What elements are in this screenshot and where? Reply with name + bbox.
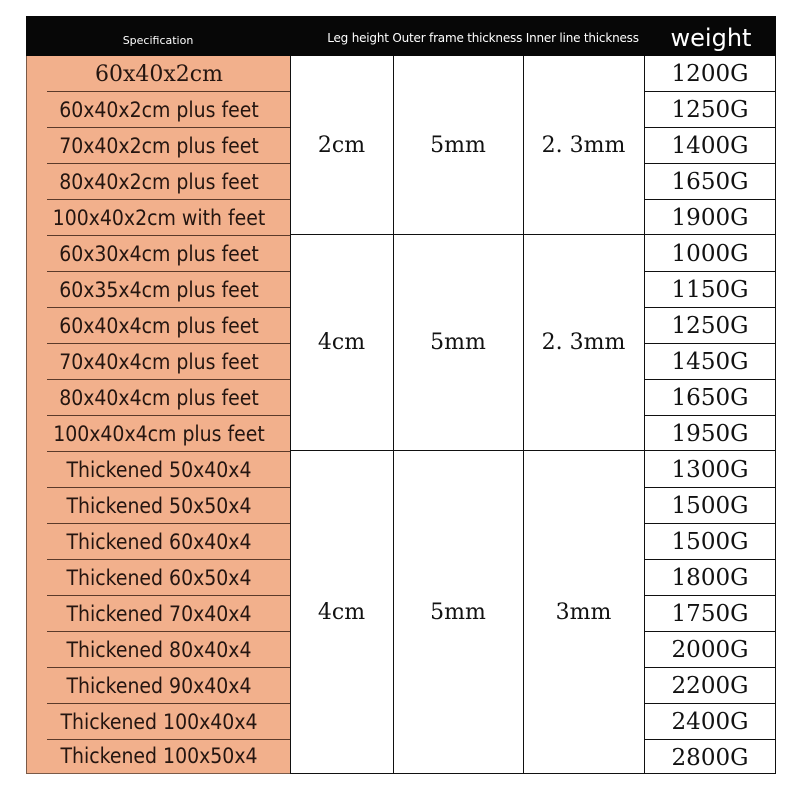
weight-cell: 1250G [671,313,749,339]
weight-cell: 1400G [671,133,749,159]
leg-height-cell: 2cm [317,132,366,158]
spec-cell: 80x40x4cm plus feet [59,386,259,410]
spec-cell: Thickened 50x40x4 [66,458,252,482]
spec-cell: 100x40x4cm plus feet [53,422,265,446]
spec-cell: Thickened 100x40x4 [60,710,258,734]
weight-cell: 1650G [671,385,749,411]
specification-column [26,56,290,774]
table-header [26,16,776,56]
spec-cell: Thickened 80x40x4 [66,638,252,662]
spec-cell: 70x40x4cm plus feet [59,350,259,374]
inner-line-cell: 2. 3mm [541,329,626,355]
outer-frame-cell: 5mm [430,132,486,158]
weight-cell: 1000G [671,241,749,267]
weight-cell: 2000G [671,637,749,663]
spec-cell: Thickened 50x50x4 [66,494,252,518]
weight-cell: 2200G [671,673,749,699]
header-dimensions: Leg height Outer frame thickness Inner line thickness [327,31,639,45]
weight-cell: 1300G [671,457,749,483]
spec-cell: 60x40x2cm plus feet [59,98,259,122]
spec-cell: 80x40x2cm plus feet [59,170,259,194]
weight-cell: 1900G [671,205,749,231]
spec-cell: 100x40x2cm with feet [52,206,266,230]
weight-cell: 2400G [671,709,749,735]
weight-cell: 1750G [671,601,749,627]
spec-cell: 60x35x4cm plus feet [59,278,259,302]
weight-cell: 1150G [671,277,749,303]
spec-cell: 60x40x2cm [95,61,223,87]
spec-cell: 60x40x4cm plus feet [59,314,259,338]
weight-cell: 1650G [671,169,749,195]
weight-cell: 1500G [671,529,749,555]
leg-height-cell: 4cm [317,329,366,355]
weight-cell: 1250G [671,97,749,123]
weight-cell: 1200G [671,61,749,87]
spec-cell: 70x40x2cm plus feet [59,134,259,158]
spec-cell: Thickened 60x50x4 [66,566,252,590]
leg-height-cell: 4cm [317,599,366,625]
outer-frame-cell: 5mm [430,599,486,625]
spec-cell: Thickened 100x50x4 [60,744,258,768]
weight-cell: 1950G [671,421,749,447]
inner-line-cell: 2. 3mm [541,132,626,158]
weight-cell: 1800G [671,565,749,591]
spec-cell: Thickened 60x40x4 [66,530,252,554]
spec-cell: Thickened 90x40x4 [66,674,252,698]
outer-frame-cell: 5mm [430,329,486,355]
header-specification: Specification [122,33,194,47]
spec-cell: Thickened 70x40x4 [66,602,252,626]
weight-cell: 1450G [671,349,749,375]
spec-cell: 60x30x4cm plus feet [59,242,259,266]
header-weight: weight [670,24,752,52]
weight-cell: 2800G [671,745,749,771]
weight-cell: 1500G [671,493,749,519]
inner-line-cell: 3mm [555,599,612,625]
